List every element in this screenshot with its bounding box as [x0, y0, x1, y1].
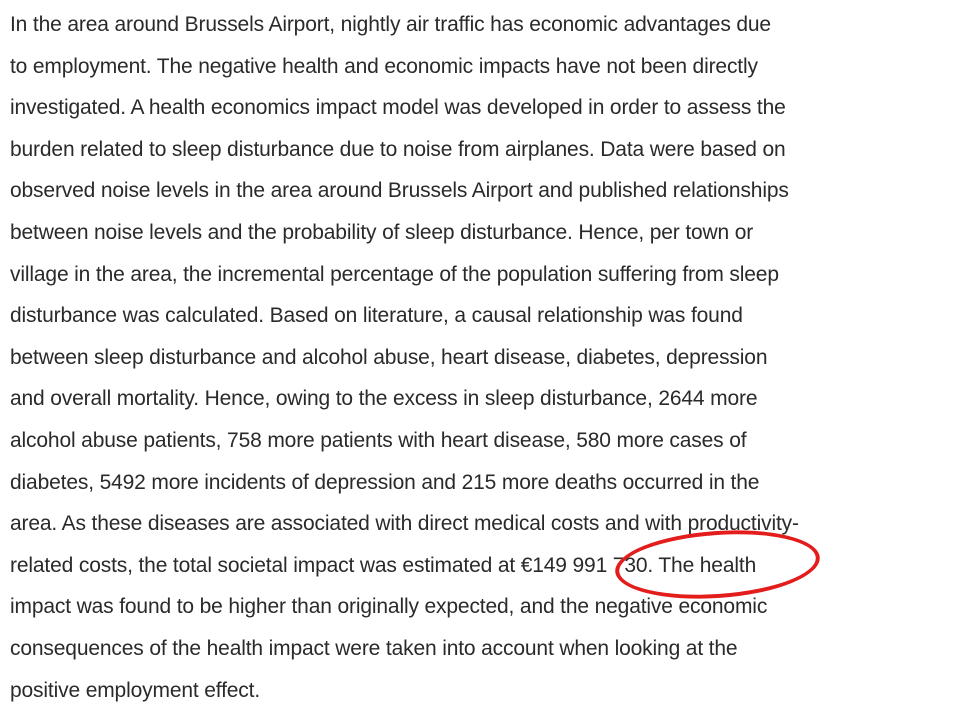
text-line: investigated. A health economics impact model was developed in order to assess the — [10, 96, 786, 120]
text-line: to employment. The negative health and economic impacts have not been directly — [10, 54, 758, 78]
text-line: related costs, the total societal impact was estimated at €149 991 730. The health — [10, 553, 757, 577]
text-line: alcohol abuse patients, 758 more patients with heart disease, 580 more cases of — [10, 428, 747, 452]
text-line: burden related to sleep disturbance due to noise from airplanes. Data were based on — [10, 137, 786, 161]
abstract-paragraph — [10, 4, 955, 711]
text-line: diabetes, 5492 more incidents of depression and 215 more deaths occurred in the — [10, 470, 760, 494]
text-line: observed noise levels in the area around Brussels Airport and published relationships — [10, 179, 789, 203]
text-line: and overall mortality. Hence, owing to the excess in sleep disturbance, 2644 more — [10, 387, 758, 411]
text-line: area. As these diseases are associated with direct medical costs and with productivity- — [10, 512, 799, 536]
text-line: impact was found to be higher than originally expected, and the negative economic — [10, 595, 768, 619]
text-line: consequences of the health impact were taken into account when looking at the — [10, 636, 738, 660]
text-line: positive employment effect. — [10, 678, 261, 702]
text-line: village in the area, the incremental percentage of the population suffering from sleep — [10, 262, 779, 286]
text-line: between noise levels and the probability of sleep disturbance. Hence, per town or — [10, 220, 754, 244]
text-line: between sleep disturbance and alcohol abuse, heart disease, diabetes, depression — [10, 345, 768, 369]
text-line: In the area around Brussels Airport, nightly air traffic has economic advantages due — [10, 13, 771, 36]
text-line: disturbance was calculated. Based on literature, a causal relationship was found — [10, 304, 743, 328]
